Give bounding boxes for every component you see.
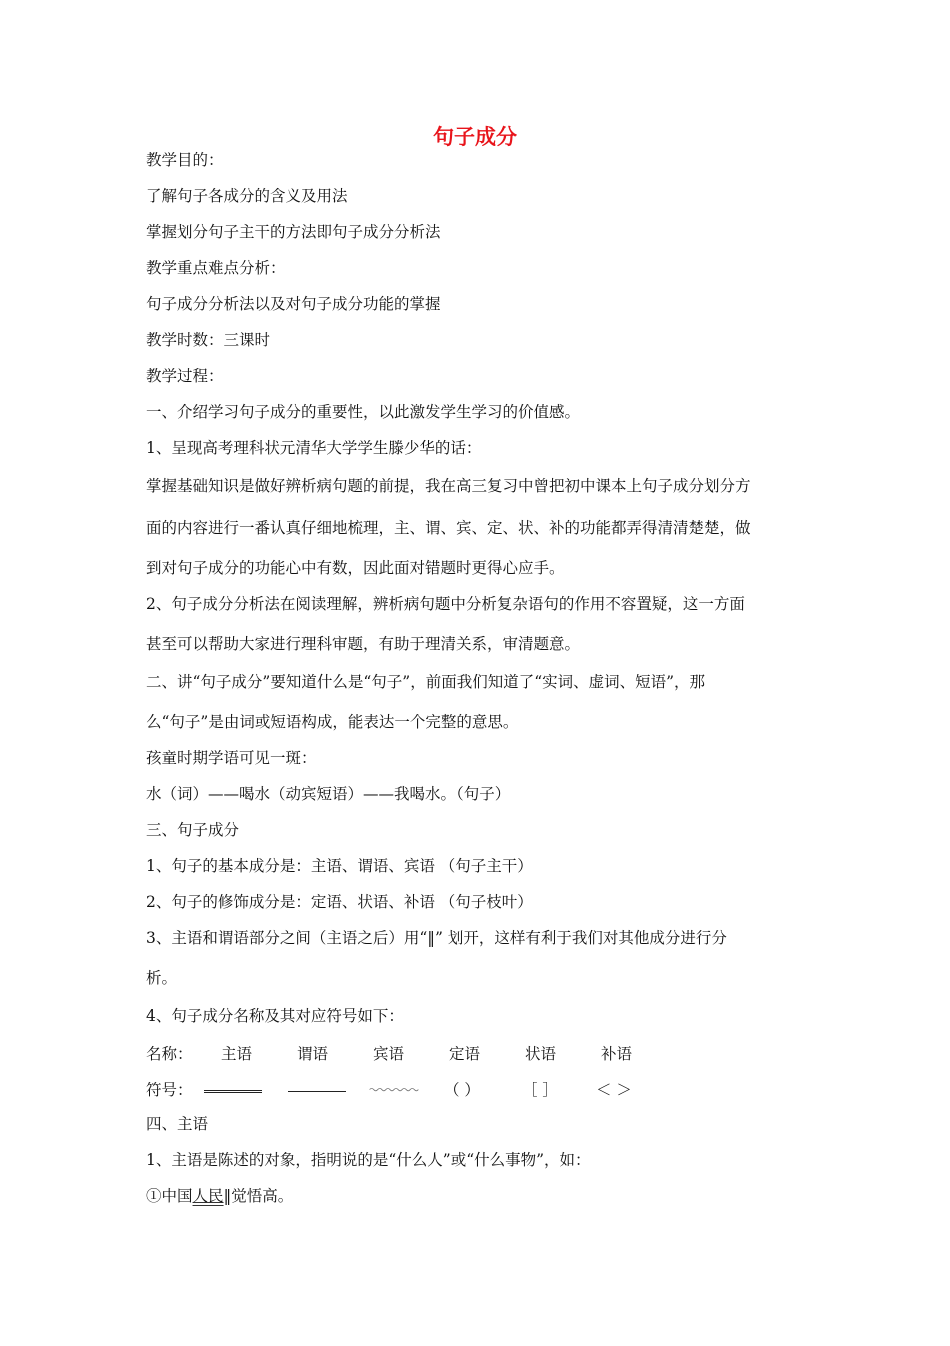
text-line: 孩童时期学语可见一斑： bbox=[146, 749, 317, 767]
example-number: ① bbox=[146, 1187, 162, 1205]
text-line: 教学目的： bbox=[146, 151, 224, 169]
page-title: 句子成分 bbox=[433, 125, 517, 149]
text-line: 到对句子成分的功能心中有数，因此面对错题时更得心应手。 bbox=[146, 559, 565, 577]
text-line: 析。 bbox=[146, 969, 178, 987]
name-adverbial: 状语 bbox=[525, 1045, 557, 1063]
text-line: 句子成分分析法以及对句子成分功能的掌握 bbox=[146, 295, 441, 313]
double-underline-symbol bbox=[204, 1078, 262, 1097]
name-complement: 补语 bbox=[601, 1045, 633, 1063]
text-line: 1、句子的基本成分是：主语、谓语、宾语 （句子主干） bbox=[146, 857, 533, 875]
paren-symbol: （ ） bbox=[444, 1081, 480, 1099]
text-line: 掌握划分句子主干的方法即句子成分分析法 bbox=[146, 223, 441, 241]
name-attributive: 定语 bbox=[449, 1045, 481, 1063]
text-line: 了解句子各成分的含义及用法 bbox=[146, 187, 348, 205]
text-line: 二、讲“句子成分”要知道什么是“句子”，前面我们知道了“实词、虚词、短语”，那 bbox=[146, 673, 706, 691]
example-after: ‖觉悟高。 bbox=[223, 1187, 294, 1205]
text-line: 1、呈现高考理科状元清华大学学生滕少华的话： bbox=[146, 439, 482, 457]
text-line: 1、主语是陈述的对象，指明说的是“什么人”或“什么事物”，如： bbox=[146, 1151, 591, 1169]
example-subject: 人民 bbox=[192, 1187, 224, 1205]
text-line: 三、句子成分 bbox=[146, 821, 240, 839]
names-label: 名称： bbox=[146, 1045, 193, 1063]
text-line: 教学重点难点分析： bbox=[146, 259, 286, 277]
example-line bbox=[146, 1186, 293, 1206]
text-line: 么“句子”是由词或短语构成，能表达一个完整的意思。 bbox=[146, 713, 519, 731]
example-before: 中国 bbox=[161, 1187, 193, 1205]
symbols-label: 符号： bbox=[146, 1081, 193, 1099]
text-line: 面的内容进行一番认真仔细地梳理，主、谓、宾、定、状、补的功能都弄得清清楚楚，做 bbox=[146, 519, 751, 537]
text-line: 一、介绍学习句子成分的重要性，以此激发学生学习的价值感。 bbox=[146, 403, 581, 421]
name-object: 宾语 bbox=[373, 1045, 405, 1063]
text-line: 2、句子的修饰成分是：定语、状语、补语 （句子枝叶） bbox=[146, 893, 533, 911]
text-line: 甚至可以帮助大家进行理科审题，有助于理清关系，审清题意。 bbox=[146, 635, 581, 653]
text-line: 教学时数：三课时 bbox=[146, 331, 271, 349]
text-line: 4、句子成分名称及其对应符号如下： bbox=[146, 1007, 404, 1025]
name-subject: 主语 bbox=[221, 1045, 253, 1063]
text-line: 水（词）——喝水（动宾短语）——我喝水。（句子） bbox=[146, 785, 511, 803]
name-predicate: 谓语 bbox=[297, 1045, 329, 1063]
text-line: 3、主语和谓语部分之间（主语之后）用“‖” 划开，这样有利于我们对其他成分进行分 bbox=[146, 929, 727, 947]
text-line: 2、句子成分分析法在阅读理解，辨析病句题中分析复杂语句的作用不容置疑，这一方面 bbox=[146, 595, 745, 613]
wavy-underline-symbol bbox=[364, 1078, 424, 1096]
single-underline-symbol bbox=[288, 1078, 346, 1096]
text-line: 掌握基础知识是做好辨析病句题的前提，我在高三复习中曾把初中课本上句子成分划分方 bbox=[146, 477, 751, 495]
text-line: 教学过程： bbox=[146, 367, 224, 385]
bracket-symbol: ［ ］ bbox=[522, 1081, 558, 1099]
angle-symbol: ＜ ＞ bbox=[596, 1081, 632, 1099]
section-heading: 四、主语 bbox=[146, 1115, 209, 1133]
